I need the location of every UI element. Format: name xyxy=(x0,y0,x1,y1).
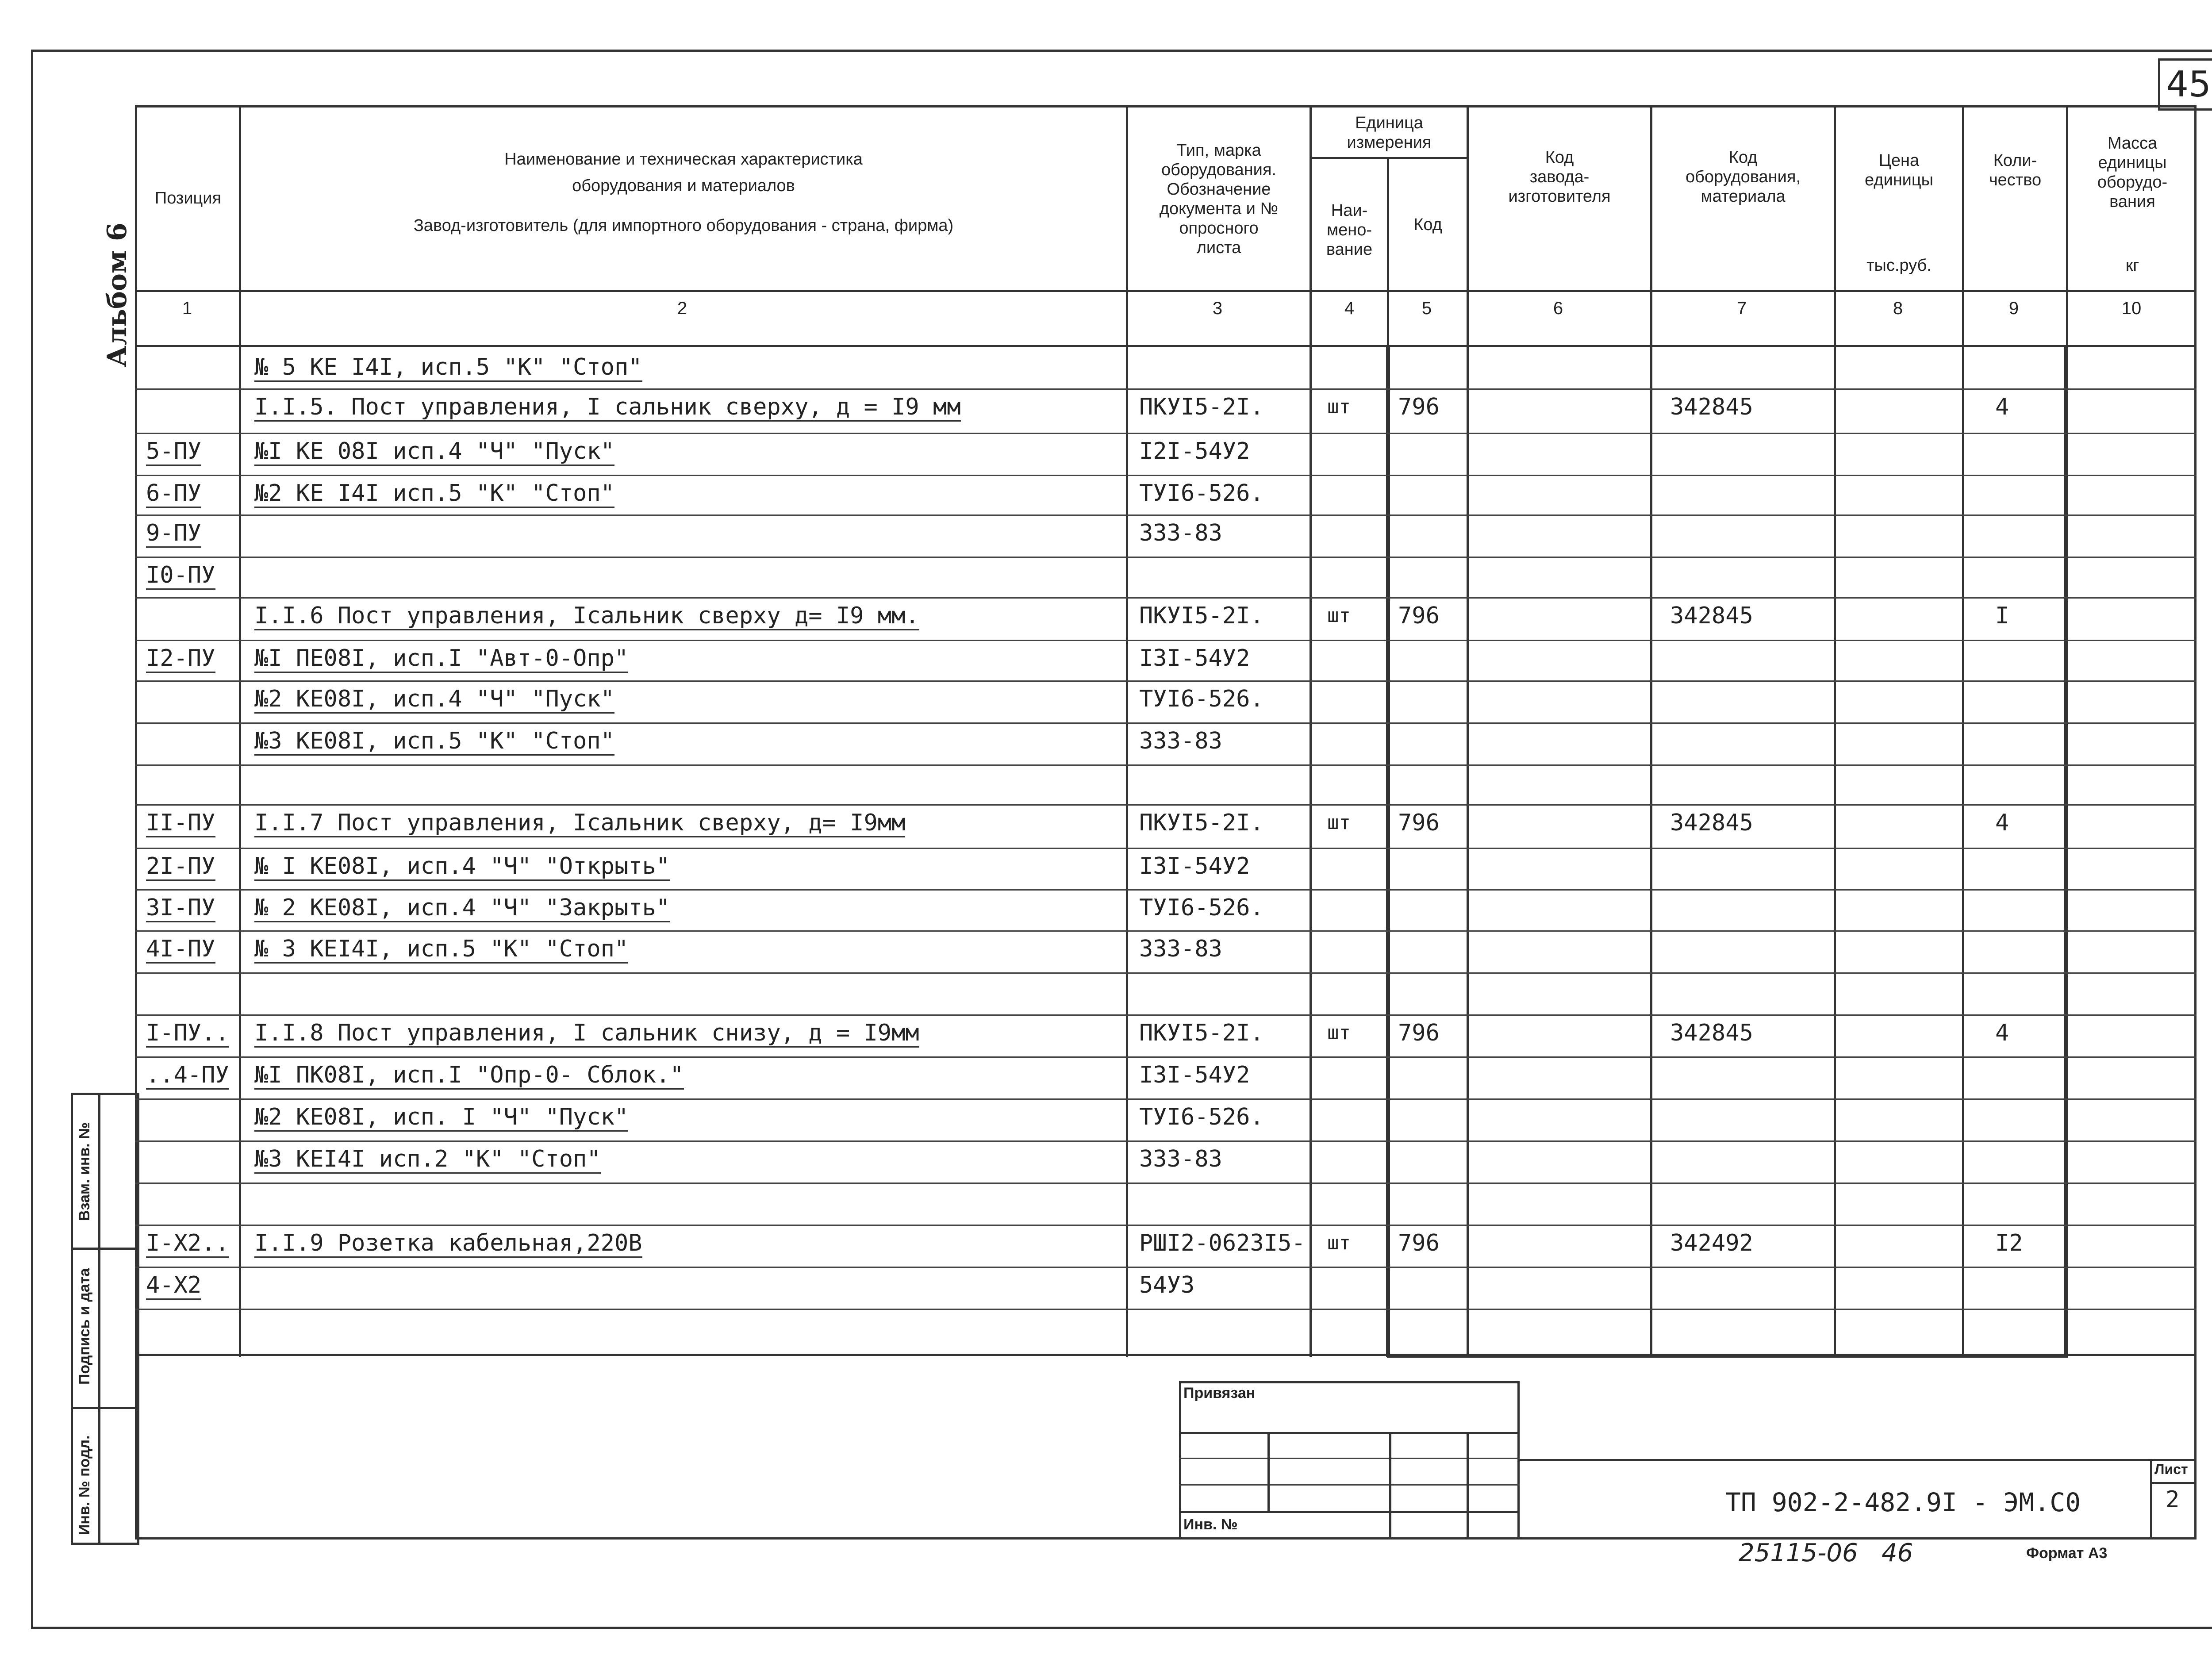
privyazan-label: Привязан xyxy=(1183,1385,1256,1401)
cell-material-code: 342492 xyxy=(1670,1230,1753,1256)
cell-type: ТУI6-526. xyxy=(1139,686,1264,712)
cell-name: №2 КЕ08I, исп.4 "Ч" "Пуск" xyxy=(254,686,614,714)
colnum-9: 9 xyxy=(2008,299,2019,318)
colnum-1: 1 xyxy=(182,299,192,318)
cell-unit-code: 796 xyxy=(1398,394,1440,420)
cell-name: № I КЕ08I, исп.4 "Ч" "Открыть" xyxy=(254,853,670,881)
cell-type: 333-83 xyxy=(1139,936,1222,962)
row-divider xyxy=(135,433,2197,434)
list-number: 2 xyxy=(2166,1486,2180,1513)
cell-quantity: 4 xyxy=(1995,1020,2009,1046)
cell-name: № 5 КЕ I4I, исп.5 "К" "Стоп" xyxy=(254,354,642,382)
cell-name: №I ПК08I, исп.I "Опр-0- Сблок." xyxy=(254,1062,684,1090)
cell-name: I.I.8 Пост управления, I сальник снизу, д = I9мм xyxy=(254,1020,919,1048)
row-divider xyxy=(135,848,2197,849)
hdr-mass: Масса единицы оборудо- вания xyxy=(2097,134,2168,211)
cell-type: 333-83 xyxy=(1139,728,1222,754)
hdr-unit-code: Код xyxy=(1413,215,1442,234)
cell-unit-code: 796 xyxy=(1398,1230,1440,1256)
cell-position: ..4-ПУ xyxy=(146,1062,229,1090)
hdr-name-b: оборудования и материалов xyxy=(572,177,795,195)
colnum-8: 8 xyxy=(1893,299,1903,318)
list-label: Лист xyxy=(2154,1461,2188,1477)
cell-name: №I КЕ 08I исп.4 "Ч" "Пуск" xyxy=(254,438,614,466)
colnum-6: 6 xyxy=(1553,299,1563,318)
cell-position: 9-ПУ xyxy=(146,520,201,548)
row-divider xyxy=(135,1098,2197,1100)
cell-unit-code: 796 xyxy=(1398,810,1440,836)
hdr-material-code: Код оборудования, материала xyxy=(1685,148,1801,206)
colnum-7: 7 xyxy=(1736,299,1747,318)
cell-type: I3I-54У2 xyxy=(1139,1062,1250,1088)
row-divider xyxy=(135,640,2197,641)
colnum-10: 10 xyxy=(2121,299,2142,318)
cell-type: 54У3 xyxy=(1139,1272,1195,1298)
row-divider xyxy=(135,1140,2197,1142)
cell-position: 3I-ПУ xyxy=(146,895,215,922)
cell-name: № 3 КЕI4I, исп.5 "К" "Стоп" xyxy=(254,936,628,964)
stamp-podpis: Подпись и дата xyxy=(76,1268,93,1385)
cell-name: I.I.7 Пост управления, Iсальник сверху, д= I9мм xyxy=(254,810,905,837)
cell-unit-code: 796 xyxy=(1398,603,1440,629)
cell-position: I0-ПУ xyxy=(146,562,215,590)
cell-material-code: 342845 xyxy=(1670,810,1753,836)
cell-type: ПКУI5-2I. xyxy=(1139,1020,1264,1046)
cell-position: 4-Х2 xyxy=(146,1272,201,1300)
row-divider xyxy=(135,722,2197,724)
hdr-factory-code: Код завода- изготовителя xyxy=(1508,148,1611,206)
cell-type: ТУI6-526. xyxy=(1139,1104,1264,1130)
hdr-factory: Завод-изготовитель (для импортного оборудования - страна, фирма) xyxy=(413,216,954,235)
cell-type: ТУI6-526. xyxy=(1139,480,1264,507)
cell-type: ТУI6-526. xyxy=(1139,895,1264,921)
cell-quantity: 4 xyxy=(1995,810,2009,836)
hdr-unit: Единица измерения xyxy=(1347,114,1432,152)
stamp-inv-podl: Инв. № подл. xyxy=(76,1435,93,1535)
cell-position: I-ПУ.. xyxy=(146,1020,229,1048)
album-label: Альбом 6 xyxy=(102,223,133,367)
cell-quantity: 4 xyxy=(1995,394,2009,420)
row-divider xyxy=(135,1014,2197,1016)
row-divider xyxy=(135,1183,2197,1184)
row-divider xyxy=(135,514,2197,516)
cell-unit: шт xyxy=(1327,395,1351,418)
row-divider xyxy=(135,475,2197,476)
cell-position: 5-ПУ xyxy=(146,438,201,466)
cell-material-code: 342845 xyxy=(1670,603,1753,629)
cell-name: I.I.6 Пост управления, Iсальник сверху д= I9 мм. xyxy=(254,603,919,630)
cell-position: 6-ПУ xyxy=(146,480,201,508)
cell-name: №2 КЕ08I, исп. I "Ч" "Пуск" xyxy=(254,1104,628,1132)
row-divider xyxy=(135,680,2197,682)
cell-name: № 2 КЕ08I, исп.4 "Ч" "Закрыть" xyxy=(254,895,670,922)
cell-type: ПКУI5-2I. xyxy=(1139,394,1264,420)
cell-name: №I ПЕ08I, исп.I "Авт-0-Опр" xyxy=(254,645,628,673)
cell-position: II-ПУ xyxy=(146,810,215,837)
cell-unit-code: 796 xyxy=(1398,1020,1440,1046)
cell-name: I.I.5. Пост управления, I сальник сверху, д = I9 мм xyxy=(254,394,961,422)
hdr-type: Тип, марка оборудования. Обозначение документа и № опросного листа xyxy=(1159,141,1279,257)
cell-type: ПКУI5-2I. xyxy=(1139,810,1264,836)
cell-position: I2-ПУ xyxy=(146,645,215,673)
cell-position: 2I-ПУ xyxy=(146,853,215,881)
row-divider xyxy=(135,1309,2197,1310)
hdr-name: Наименование и техническая характеристика xyxy=(504,150,863,169)
cell-name: I.I.9 Розетка кабельная,220В xyxy=(254,1230,642,1258)
cell-material-code: 342845 xyxy=(1670,1020,1753,1046)
cell-type: 333-83 xyxy=(1139,1146,1222,1172)
cell-name: №2 КЕ I4I исп.5 "К" "Стоп" xyxy=(254,480,614,508)
cell-type: 333-83 xyxy=(1139,520,1222,546)
inv-label: Инв. № xyxy=(1183,1516,1238,1533)
format-label: Формат А3 xyxy=(2026,1545,2108,1562)
colnum-3: 3 xyxy=(1212,299,1223,318)
row-divider xyxy=(135,804,2197,806)
cell-type: ПКУI5-2I. xyxy=(1139,603,1264,629)
hdr-unit-name: Наи- мено- вание xyxy=(1326,201,1373,259)
row-divider xyxy=(135,889,2197,891)
row-divider xyxy=(135,1267,2197,1268)
cell-position: 4I-ПУ xyxy=(146,936,215,964)
cell-material-code: 342845 xyxy=(1670,394,1753,420)
row-divider xyxy=(135,388,2197,390)
row-divider xyxy=(135,597,2197,599)
cell-name: №3 КЕI4I исп.2 "К" "Стоп" xyxy=(254,1146,601,1174)
cell-unit: шт xyxy=(1327,1232,1351,1254)
colnum-5: 5 xyxy=(1421,299,1432,318)
stamp-vzam: Взам. инв. № xyxy=(76,1122,93,1221)
cell-unit: шт xyxy=(1327,604,1351,627)
row-divider xyxy=(135,764,2197,766)
archive-number: 25115-06 46 xyxy=(1739,1539,1913,1567)
document-code: ТП 902-2-482.9I - ЭМ.С0 xyxy=(1725,1487,2081,1517)
cell-type: I3I-54У2 xyxy=(1139,645,1250,672)
hdr-qty: Коли- чество xyxy=(1989,151,2042,189)
cell-unit: шт xyxy=(1327,1021,1351,1044)
row-divider xyxy=(135,557,2197,558)
page-number: 45 xyxy=(2158,58,2212,111)
row-divider xyxy=(135,930,2197,932)
hdr-position: Позиция xyxy=(154,188,222,207)
colnum-2: 2 xyxy=(677,299,687,318)
row-divider xyxy=(135,972,2197,974)
cell-type: РШI2-0623I5- xyxy=(1139,1230,1306,1256)
row-divider xyxy=(135,1056,2197,1058)
cell-type: I3I-54У2 xyxy=(1139,853,1250,879)
row-divider xyxy=(135,1225,2197,1226)
hdr-mass-unit: кг xyxy=(2125,256,2139,275)
hdr-price: Цена единицы xyxy=(1865,151,1933,189)
cell-name: №3 КЕ08I, исп.5 "К" "Стоп" xyxy=(254,728,614,756)
cell-type: I2I-54У2 xyxy=(1139,438,1250,465)
cell-unit: шт xyxy=(1327,811,1351,834)
hdr-price-unit: тыс.руб. xyxy=(1866,256,1932,275)
cell-quantity: I xyxy=(1995,603,2009,629)
cell-position: I-Х2.. xyxy=(146,1230,229,1258)
cell-quantity: I2 xyxy=(1995,1230,2023,1256)
colnum-4: 4 xyxy=(1344,299,1355,318)
